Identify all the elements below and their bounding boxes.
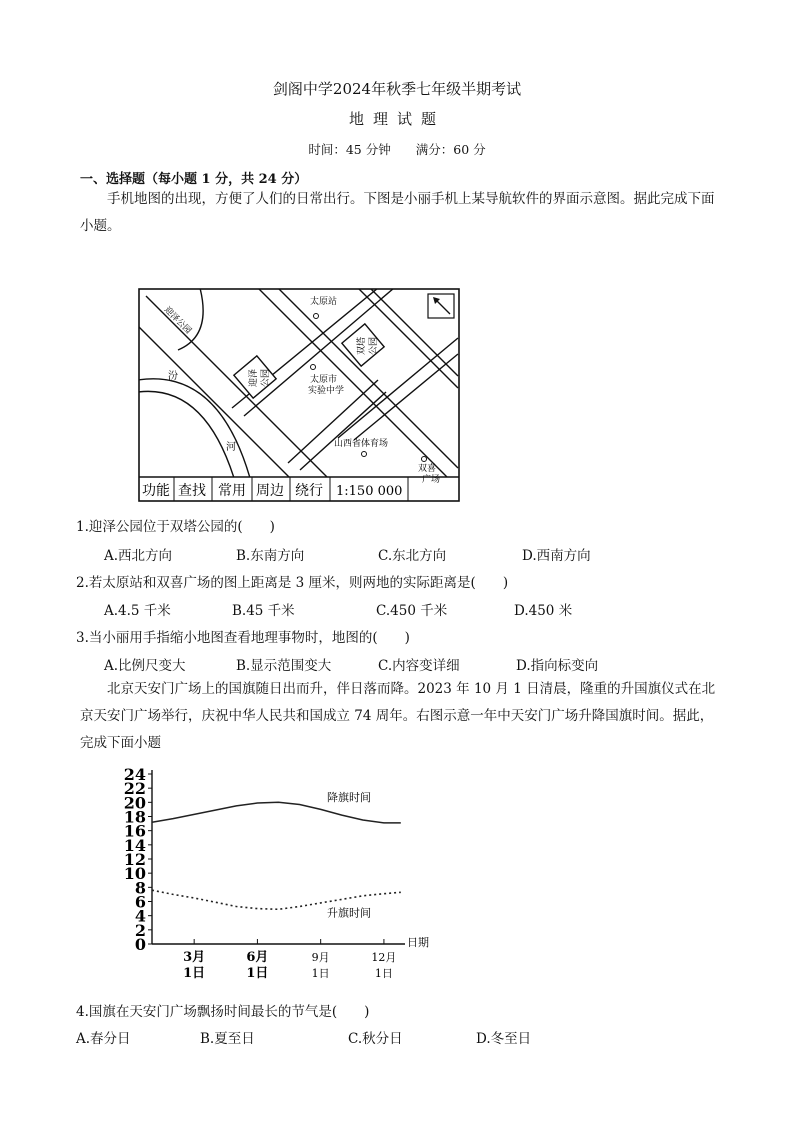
- q3-option-d[interactable]: D.指向标变向: [516, 658, 599, 674]
- lowering-time-line: [152, 802, 401, 823]
- y-tick-label: 0: [134, 935, 146, 954]
- q3-option-a[interactable]: A.比例尺变大: [104, 658, 186, 674]
- x-tick-label-top: 9月: [311, 951, 330, 964]
- section-heading: 一、选择题（每小题 1 分，共 24 分）: [80, 172, 308, 187]
- y-tick-label: 14: [123, 835, 146, 855]
- x-tick-label-bottom: 1日: [183, 966, 206, 981]
- q2-option-c[interactable]: C.450 千米: [376, 603, 448, 619]
- q4-option-a[interactable]: A.春分日: [76, 1031, 131, 1047]
- q1-option-a[interactable]: A.西北方向: [104, 548, 173, 564]
- river-label-2: 河: [226, 442, 236, 453]
- q1-option-c[interactable]: C.东北方向: [378, 548, 447, 564]
- question-1: 1.迎泽公园位于双塔公园的( ): [76, 519, 275, 535]
- question-3: 3.当小丽用手指缩小地图查看地理事物时，地图的( ): [76, 630, 410, 646]
- q4-option-d[interactable]: D.冬至日: [476, 1031, 532, 1047]
- x-axis-label: 日期: [407, 936, 429, 949]
- x-tick-label-top: 6月: [246, 950, 269, 965]
- poi-dot: [311, 365, 316, 370]
- poi-taiyuan-station: 太原站: [310, 297, 338, 307]
- y-tick-label: 10: [123, 864, 146, 884]
- flag-time-chart: [100, 760, 440, 990]
- toolbar-detour-button[interactable]: 绕行: [295, 483, 323, 499]
- map-scale: 1:150 000: [336, 484, 403, 499]
- q2-option-d[interactable]: D.450 米: [514, 603, 573, 619]
- poi-dot: [422, 457, 427, 462]
- q1-option-d[interactable]: D.西南方向: [522, 548, 591, 564]
- y-tick-label: 6: [134, 892, 146, 912]
- q2-option-a[interactable]: A.4.5 千米: [104, 603, 171, 619]
- poi-gym: 山西省体育场: [334, 439, 389, 449]
- x-tick-label-bottom: 1日: [246, 966, 269, 981]
- q1-option-b[interactable]: B.东南方向: [236, 548, 305, 564]
- q2-option-b[interactable]: B.45 千米: [232, 603, 295, 619]
- q3-option-b[interactable]: B.显示范围变大: [236, 658, 332, 674]
- x-tick-label-bottom: 1日: [374, 967, 393, 980]
- toolbar-search-button[interactable]: 查找: [178, 483, 206, 499]
- poi-school-line2: 实验中学: [308, 386, 345, 396]
- passage-2: 北京天安门广场上的国旗随日出而升，伴日落而降。2023 年 10 月 1 日清晨，隆重的升国旗仪式在北京天安门广场举行，庆祝中华人民共和国成立 74 周年。右图示意一年中天安门广场升降国旗时间。据此，完成下面小题: [80, 681, 716, 751]
- toolbar-common-button[interactable]: 常用: [218, 483, 246, 499]
- lowering-time-label: 降旗时间: [326, 790, 371, 804]
- label-yingze-park-1: 迎泽: [249, 368, 259, 388]
- x-tick-label-top: 3月: [183, 950, 206, 965]
- y-tick-label: 16: [123, 821, 146, 841]
- north-arrow-box: [428, 294, 454, 318]
- x-tick-label-top: 12月: [371, 951, 397, 964]
- exam-meta: 时间：45 分钟 满分：60 分: [308, 142, 486, 157]
- question-4: 4.国旗在天安门广场飘扬时间最长的节气是( ): [76, 1004, 370, 1020]
- y-tick-label: 8: [134, 878, 146, 898]
- label-park-top-left: 迎泽公园: [161, 305, 194, 337]
- poi-dot: [362, 452, 367, 457]
- poi-shuangxi-1: 双喜: [418, 464, 437, 474]
- y-tick-label: 2: [134, 920, 146, 940]
- label-shuangta-park-2: 公园: [369, 336, 379, 356]
- exam-subtitle: 地理试题: [348, 110, 445, 128]
- q4-option-c[interactable]: C.秋分日: [348, 1031, 403, 1047]
- map-frame: [139, 289, 459, 501]
- y-tick-label: 12: [123, 850, 146, 869]
- y-tick-label: 18: [123, 807, 146, 827]
- q3-option-c[interactable]: C.内容变详细: [378, 658, 460, 674]
- intro-paragraph: 手机地图的出现，方便了人们的日常出行。下图是小丽手机上某导航软件的界面示意图。据此完成下面小题。: [80, 191, 715, 234]
- raising-time-label: 升旗时间: [326, 906, 371, 920]
- toolbar-nearby-button[interactable]: 周边: [256, 483, 284, 499]
- label-yingze-park-2: 公园: [261, 368, 271, 388]
- y-tick-label: 4: [134, 906, 146, 926]
- navigation-map: [138, 288, 460, 502]
- y-tick-label: 22: [123, 779, 146, 799]
- question-2: 2.若太原站和双喜广场的图上距离是 3 厘米，则两地的实际距离是( ): [76, 575, 509, 591]
- poi-dot: [314, 314, 319, 319]
- poi-shuangxi-2: 广场: [422, 475, 441, 485]
- exam-title: 剑阁中学2024年秋季七年级半期考试: [272, 80, 522, 98]
- q4-option-b[interactable]: B.夏至日: [200, 1031, 255, 1047]
- y-tick-label: 24: [123, 765, 146, 784]
- river-label-1: 汾: [168, 371, 178, 382]
- x-tick-label-bottom: 1日: [311, 967, 330, 980]
- label-shuangta-park-1: 双塔: [357, 336, 367, 356]
- poi-school-line1: 太原市: [310, 375, 338, 385]
- toolbar-function-button[interactable]: 功能: [142, 483, 170, 499]
- y-tick-label: 20: [123, 793, 146, 813]
